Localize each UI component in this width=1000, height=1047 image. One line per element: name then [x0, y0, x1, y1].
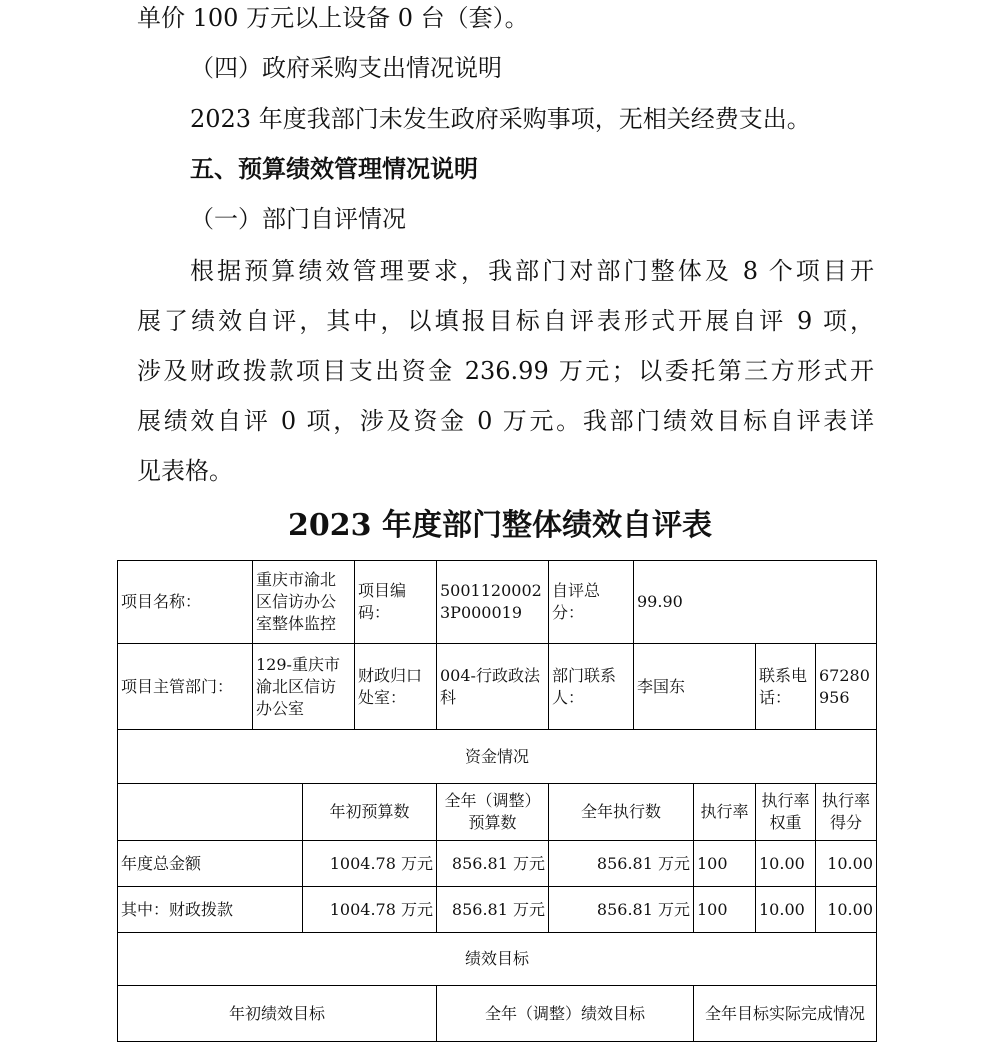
procurement-text: 2023 年度我部门未发生政府采购事项，无相关经费支出。: [190, 105, 811, 133]
table-row: [118, 644, 877, 730]
section5-heading: 五、预算绩效管理情况说明: [190, 154, 478, 183]
executed-value: 856.81 万元: [549, 841, 694, 887]
table-row: [118, 887, 877, 933]
body-line-equipment: 单价 100 万元以上设备 0 台（套）。: [137, 4, 529, 32]
phone-value: 67280956: [816, 644, 877, 730]
table-row: [118, 784, 877, 841]
table-row: [118, 841, 877, 887]
paragraph-line-4: 展绩效自评 0 项，涉及资金 0 万元。我部门绩效目标自评表详: [137, 407, 874, 435]
initial-budget-value: 1004.78 万元: [303, 887, 437, 933]
empty-cell: [118, 784, 303, 841]
table-row: [118, 986, 877, 1042]
table-row: [118, 933, 877, 986]
perf-section-header: 绩效目标: [118, 933, 877, 986]
self-evaluation-table: [117, 560, 877, 1042]
contact-label: 部门联系人：: [549, 644, 634, 730]
rate-score-value: 10.00: [816, 887, 877, 933]
perf-initial-header: 年初绩效目标: [118, 986, 437, 1042]
project-name-label: 项目名称：: [118, 561, 253, 644]
perf-adjusted-header: 全年（调整）绩效目标: [437, 986, 694, 1042]
rate-weight-value: 10.00: [756, 841, 816, 887]
initial-budget-value: 1004.78 万元: [303, 841, 437, 887]
row-label: 其中：财政拨款: [118, 887, 303, 933]
table-title: 2023 年度部门整体绩效自评表: [288, 508, 712, 543]
adjusted-budget-value: 856.81 万元: [437, 841, 549, 887]
perf-actual-header: 全年目标实际完成情况: [694, 986, 877, 1042]
table-row: [118, 561, 877, 644]
project-code-value: 50011200023P000019: [437, 561, 549, 644]
adjusted-budget-value: 856.81 万元: [437, 887, 549, 933]
score-value: 99.90: [634, 561, 877, 644]
table-row: [118, 730, 877, 784]
col-executed: 全年执行数: [549, 784, 694, 841]
finance-office-value: 004-行政政法科: [437, 644, 549, 730]
project-name-value: 重庆市渝北区信访办公室整体监控: [253, 561, 355, 644]
score-label: 自评总分：: [549, 561, 634, 644]
row-label: 年度总金额: [118, 841, 303, 887]
paragraph-line-5: 见表格。: [137, 457, 233, 485]
col-initial-budget: 年初预算数: [303, 784, 437, 841]
subsection1-heading: （一）部门自评情况: [190, 205, 406, 233]
col-exec-rate: 执行率: [694, 784, 756, 841]
col-rate-weight: 执行率权重: [756, 784, 816, 841]
exec-rate-value: 100: [694, 887, 756, 933]
col-adjusted-budget: 全年（调整）预算数: [437, 784, 549, 841]
project-code-label: 项目编码：: [355, 561, 437, 644]
executed-value: 856.81 万元: [549, 887, 694, 933]
section4-heading: （四）政府采购支出情况说明: [190, 54, 502, 82]
col-rate-score: 执行率得分: [816, 784, 877, 841]
dept-label: 项目主管部门：: [118, 644, 253, 730]
exec-rate-value: 100: [694, 841, 756, 887]
phone-label: 联系电话：: [756, 644, 816, 730]
rate-score-value: 10.00: [816, 841, 877, 887]
dept-value: 129-重庆市渝北区信访办公室: [253, 644, 355, 730]
funds-section-header: 资金情况: [118, 730, 877, 784]
contact-value: 李国东: [634, 644, 756, 730]
paragraph-line-2: 展了绩效自评，其中，以填报目标自评表形式开展自评 9 项，: [137, 307, 874, 335]
paragraph-line-1: 根据预算绩效管理要求，我部门对部门整体及 8 个项目开: [190, 257, 874, 285]
paragraph-line-3: 涉及财政拨款项目支出资金 236.99 万元；以委托第三方形式开: [137, 357, 874, 385]
finance-office-label: 财政归口处室：: [355, 644, 437, 730]
rate-weight-value: 10.00: [756, 887, 816, 933]
